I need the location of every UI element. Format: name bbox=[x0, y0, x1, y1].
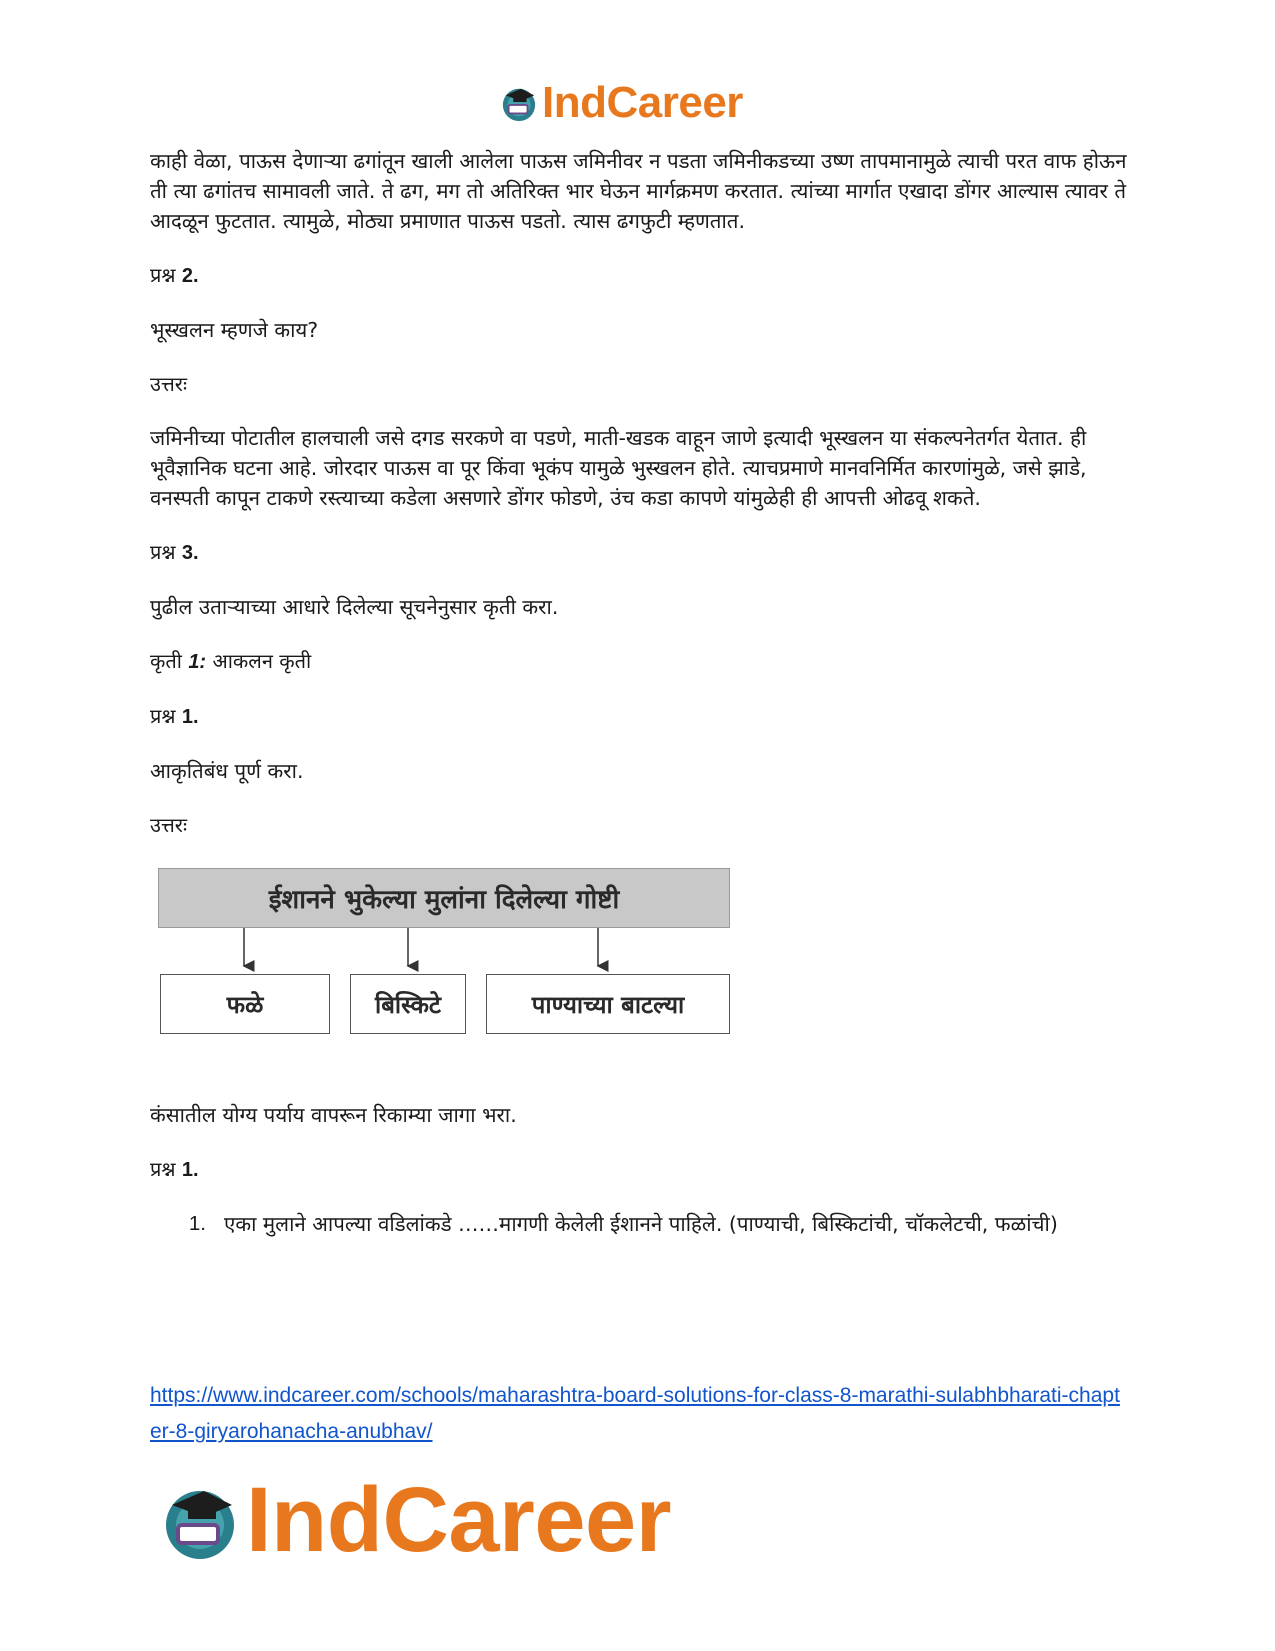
answer-3-1-label: उत्तरः bbox=[150, 813, 187, 837]
answer-2-label: उत्तरः bbox=[150, 372, 187, 396]
graduation-cap-globe-icon bbox=[160, 1481, 240, 1561]
question-3-instruction: पुढील उताऱ्याच्या आधारे दिलेल्या सूचनेनुसार कृती करा. bbox=[150, 595, 559, 619]
question-2-text: भूस्खलन म्हणजे काय? bbox=[150, 318, 319, 342]
diagram-heading: ईशानने भुकेल्या मुलांना दिलेल्या गोष्टी bbox=[158, 868, 730, 928]
logo-wordmark: IndCareer bbox=[542, 78, 743, 127]
graduation-cap-globe-icon bbox=[500, 84, 538, 122]
list-item: 1. एका मुलाने आपल्या वडिलांकडे ……मागणी केलेली ईशानने पाहिले. (पाण्याची, बिस्किटांची, चॉकलेटची, फळांची) bbox=[188, 1212, 1058, 1236]
diagram-item-fruits: फळे bbox=[160, 974, 330, 1034]
activity-1-label: कृती 1: आकलन कृती bbox=[150, 649, 312, 673]
concept-diagram bbox=[158, 868, 738, 1048]
logo-wordmark: IndCareer bbox=[246, 1469, 671, 1571]
footer-logo bbox=[160, 1468, 671, 1573]
diagram-item-biscuits: बिस्किटे bbox=[350, 974, 466, 1034]
header-logo bbox=[500, 78, 743, 128]
document-body bbox=[150, 146, 1130, 1239]
question-3-1-label: प्रश्न 1. bbox=[150, 704, 199, 728]
diagram-arrows bbox=[158, 928, 738, 974]
source-url-link[interactable]: https://www.indcareer.com/schools/maharashtra-board-solutions-for-class-8-marathi-sulabhbharati-chapter-8-giryarohanacha-anubhav/ bbox=[150, 1384, 1120, 1443]
diagram-item-water-bottles: पाण्याच्या बाटल्या bbox=[486, 974, 730, 1034]
answer-2-text: जमिनीच्या पोटातील हालचाली जसे दगड सरकणे वा पडणे, माती-खडक वाहून जाणे इत्यादी भूस्खलन या संकल्पनेतर्गत येतात. ही भूवैज्ञानिक घटना आहे. जोरदार पाऊस वा पूर किंवा भूकंप यामुळे भुस्खलन होते. त्याचप्रमाणे मानवनिर्मित कारणांमुळे, जसे झाडे, वनस्पती कापून टाकणे रस्त्याच्या कडेला असणारे डोंगर फोडणे, उंच कडा कापणे यांमुळेही ही आपत्ती ओढवू शकते. bbox=[150, 426, 1087, 510]
question-2-label: प्रश्न 2. bbox=[150, 263, 199, 287]
question-3-1-text: आकृतिबंध पूर्ण करा. bbox=[150, 759, 304, 783]
fill-blanks-instruction: कंसातील योग्य पर्याय वापरून रिकाम्या जागा भरा. bbox=[150, 1103, 517, 1127]
fill-blanks-question-label: प्रश्न 1. bbox=[150, 1157, 199, 1181]
fill-blanks-list bbox=[150, 1209, 1130, 1239]
intro-paragraph: काही वेळा, पाऊस देणाऱ्या ढगांतून खाली आलेला पाऊस जमिनीवर न पडता जमिनीकडच्या उष्ण तापमानामुळे त्याची परत वाफ होऊन ती त्या ढगांतच सामावली जाते. ते ढग, मग तो अतिरिक्त भार घेऊन मार्गक्रमण करतात. त्यांच्या मार्गात एखादा डोंगर आल्यास त्यावर ते आदळून फुटतात. त्यामुळे, मोठ्या प्रमाणात पाऊस पडतो. त्यास ढगफुटी म्हणतात. bbox=[150, 149, 1127, 233]
question-3-label: प्रश्न 3. bbox=[150, 540, 199, 564]
